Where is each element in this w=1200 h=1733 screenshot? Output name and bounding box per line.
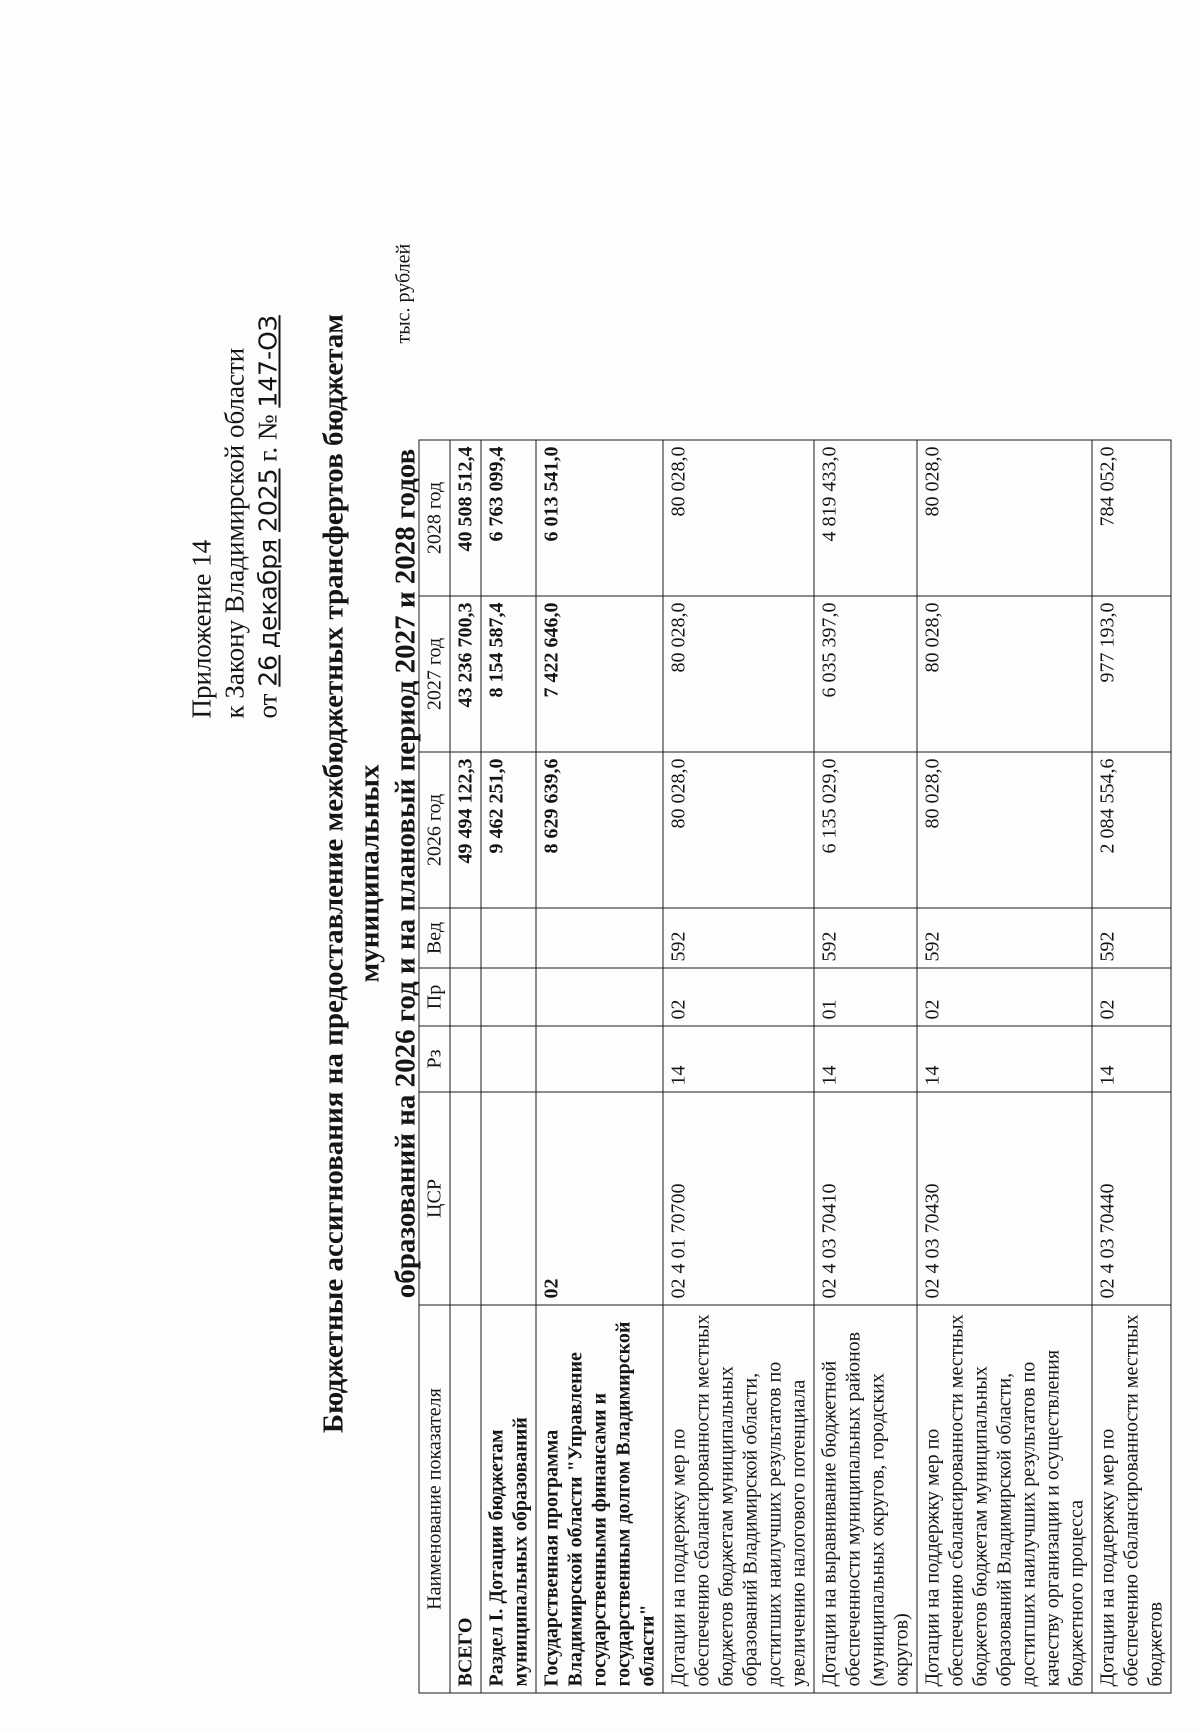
cell-ved (481, 908, 536, 968)
cell-2027: 80 028,0 (663, 596, 814, 752)
cell-2028: 4 819 433,0 (814, 440, 917, 596)
cell-2026: 9 462 251,0 (481, 752, 536, 908)
cell-name: ВСЕГО (450, 1305, 481, 1693)
header-csr: ЦСР (419, 1092, 450, 1305)
cell-csr: 02 (536, 1092, 663, 1305)
budget-table (418, 439, 1171, 1693)
cell-2028: 6 013 541,0 (536, 440, 663, 596)
title-line-2: образований на 2026 год и на плановый период 2027 и 2028 годов (389, 448, 421, 1298)
cell-ved: 592 (1092, 908, 1171, 968)
cell-2028: 40 508 512,4 (450, 440, 481, 596)
cell-rz: 14 (663, 1026, 814, 1092)
cell-2026: 49 494 122,3 (450, 752, 481, 908)
table-row (917, 440, 1092, 1693)
appendix-date-line (251, 315, 284, 718)
cell-2027: 43 236 700,3 (450, 596, 481, 752)
table-row (663, 440, 814, 1693)
cell-rz: 14 (814, 1026, 917, 1092)
cell-2027: 977 193,0 (1092, 596, 1171, 752)
table-header-row (419, 440, 450, 1693)
appendix-block (185, 315, 284, 718)
header-rz: Рз (419, 1026, 450, 1092)
header-pr: Пр (419, 968, 450, 1026)
table-row-section-1 (481, 440, 536, 1693)
cell-csr (450, 1092, 481, 1305)
cell-rz: 14 (917, 1026, 1092, 1092)
cell-ved: 592 (663, 908, 814, 968)
cell-pr: 02 (1092, 968, 1171, 1026)
cell-name: Дотации на поддержку мер по обеспечению сбалансированности местных бюджетов бюджетам муниципальных образований Владимирской области, достигших наилучших результатов по увеличению налогового потенциала (663, 1305, 814, 1693)
cell-2027: 6 035 397,0 (814, 596, 917, 752)
cell-pr (450, 968, 481, 1026)
cell-name: Государственная программа Владимирской области "Управление государственными финансами и государственным долгом Владимирской области" (536, 1305, 663, 1693)
cell-rz (450, 1026, 481, 1092)
date-year-suffix: г. (252, 446, 282, 462)
cell-pr (536, 968, 663, 1026)
table-row (1092, 440, 1171, 1693)
table-row-program (536, 440, 663, 1693)
cell-name: Дотации на выравнивание бюджетной обеспеченности муниципальных районов (муниципальных округов, городских округов) (814, 1305, 917, 1693)
header-2028: 2028 год (419, 440, 450, 596)
cell-name: Раздел I. Дотации бюджетам муниципальных образований (481, 1305, 536, 1693)
table-row (814, 440, 917, 1693)
cell-2028: 80 028,0 (917, 440, 1092, 596)
cell-rz: 14 (1092, 1026, 1171, 1092)
cell-csr: 02 4 03 70440 (1092, 1092, 1171, 1305)
table-row-total (450, 440, 481, 1693)
cell-pr: 02 (663, 968, 814, 1026)
document-title (315, 208, 423, 1538)
header-2027: 2027 год (419, 596, 450, 752)
cell-csr: 02 4 03 70430 (917, 1092, 1092, 1305)
date-day: 26 (253, 654, 282, 687)
cell-ved: 592 (917, 908, 1092, 968)
cell-2028: 80 028,0 (663, 440, 814, 596)
cell-pr (481, 968, 536, 1026)
cell-2027: 7 422 646,0 (536, 596, 663, 752)
cell-ved (450, 908, 481, 968)
cell-rz (536, 1026, 663, 1092)
cell-2026: 8 629 639,6 (536, 752, 663, 908)
cell-rz (481, 1026, 536, 1092)
header-2026: 2026 год (419, 752, 450, 908)
cell-name: Дотации на поддержку мер по обеспечению сбалансированности местных бюджетов бюджетам муниципальных образований Владимирской области, достигших наилучших результатов по качеству организации и осуществления бюджетного процесса (917, 1305, 1092, 1693)
appendix-number: Приложение 14 (186, 539, 216, 718)
cell-csr: 02 4 03 70410 (814, 1092, 917, 1305)
cell-2028: 6 763 099,4 (481, 440, 536, 596)
number-sign: № (252, 413, 282, 440)
units-label: тыс. рублей (392, 243, 414, 343)
cell-name: Дотации на поддержку мер по обеспечению сбалансированности местных бюджетов (1092, 1305, 1171, 1693)
cell-csr (481, 1092, 536, 1305)
cell-2026: 80 028,0 (663, 752, 814, 908)
cell-ved (536, 908, 663, 968)
cell-2027: 8 154 587,4 (481, 596, 536, 752)
title-line-1: Бюджетные ассигнования на предоставление межбюджетных трансфертов бюджетам муниципальных (317, 313, 385, 1433)
cell-ved: 592 (814, 908, 917, 968)
cell-2026: 80 028,0 (917, 752, 1092, 908)
cell-pr: 02 (917, 968, 1092, 1026)
date-month: декабря (253, 538, 282, 648)
date-prefix: от (252, 693, 282, 718)
header-ved: Вед (419, 908, 450, 968)
cell-pr: 01 (814, 968, 917, 1026)
law-number: 147-ОЗ (253, 314, 282, 408)
date-year: 2025 (253, 467, 282, 532)
cell-2026: 6 135 029,0 (814, 752, 917, 908)
cell-2027: 80 028,0 (917, 596, 1092, 752)
cell-2028: 784 052,0 (1092, 440, 1171, 596)
cell-csr: 02 4 01 70700 (663, 1092, 814, 1305)
header-name: Наименование показателя (419, 1305, 450, 1693)
appendix-law: к Закону Владимирской области (219, 347, 249, 718)
cell-2026: 2 084 554,6 (1092, 752, 1171, 908)
